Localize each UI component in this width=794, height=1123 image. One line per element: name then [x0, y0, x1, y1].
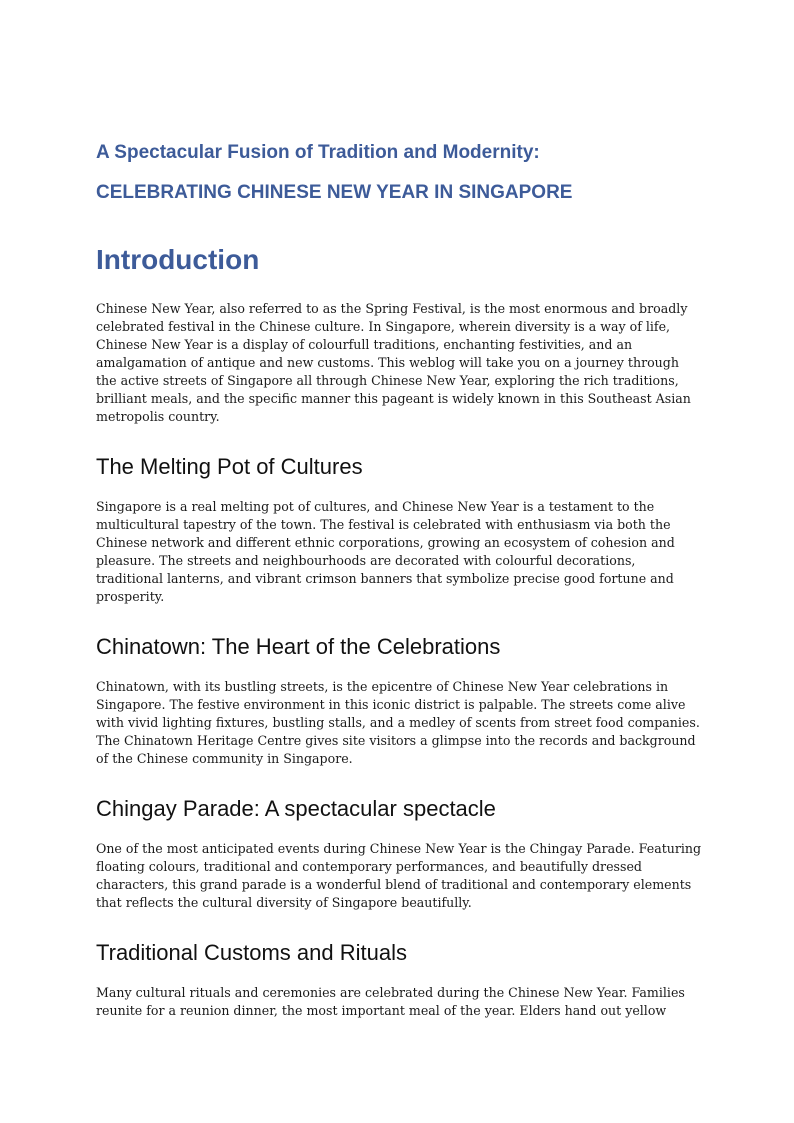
- section-heading-melting-pot: The Melting Pot of Cultures: [96, 454, 363, 479]
- section-heading-chinatown: Chinatown: The Heart of the Celebrations: [96, 634, 501, 659]
- section-heading-traditional-customs: Traditional Customs and Rituals: [96, 940, 407, 965]
- section-heading-chingay-parade: Chingay Parade: A spectacular spectacle: [96, 796, 496, 821]
- introduction-paragraph: Chinese New Year, also referred to as the Spring Festival, is the most enormous and broadly celebrated festival in the Chinese culture. In Singapore, wherein diversity is a way of life, Chinese New Year is a display of colourfull traditions, enchanting festivities, and an amalgamation of antique and new customs. This weblog will take you on a journey through the active streets of Singapore all through Chinese New Year, exploring the rich traditions, brilliant meals, and the specific manner this pageant is widely known in this Southeast Asian metropolis country.: [96, 301, 691, 424]
- document-title-line-1: A Spectacular Fusion of Tradition and Modernity:: [96, 142, 540, 163]
- document-title-line-2: CELEBRATING CHINESE NEW YEAR IN SINGAPORE: [96, 182, 573, 203]
- introduction-heading: Introduction: [96, 244, 260, 275]
- section-paragraph-traditional-customs: Many cultural rituals and ceremonies are celebrated during the Chinese New Year. Families reunite for a reunion dinner, the most important meal of the year. Elders hand out yellow: [96, 985, 685, 1018]
- section-paragraph-chingay-parade: One of the most anticipated events during Chinese New Year is the Chingay Parade. Featuring floating colours, traditional and contemporary performances, and beautifully dressed characters, this grand parade is a wonderful blend of traditional and contemporary elements that reflects the cultural diversity of Singapore beautifully.: [96, 841, 702, 910]
- section-paragraph-chinatown: Chinatown, with its bustling streets, is the epicentre of Chinese New Year celebrations in Singapore. The festive environment in this iconic district is palpable. The streets come alive with vivid lighting fixtures, bustling stalls, and a medley of scents from street food companies. The Chinatown Heritage Centre gives site visitors a glimpse into the records and background of the Chinese community in Singapore.: [96, 679, 700, 766]
- section-paragraph-melting-pot: Singapore is a real melting pot of cultures, and Chinese New Year is a testament to the multicultural tapestry of the town. The festival is celebrated with enthusiasm via both the Chinese network and different ethnic corporations, growing an ecosystem of cohesion and pleasure. The streets and neighbourhoods are decorated with colourful decorations, traditional lanterns, and vibrant crimson banners that symbolize precise good fortune and prosperity.: [96, 499, 675, 604]
- document-page: [96, 140, 702, 1046]
